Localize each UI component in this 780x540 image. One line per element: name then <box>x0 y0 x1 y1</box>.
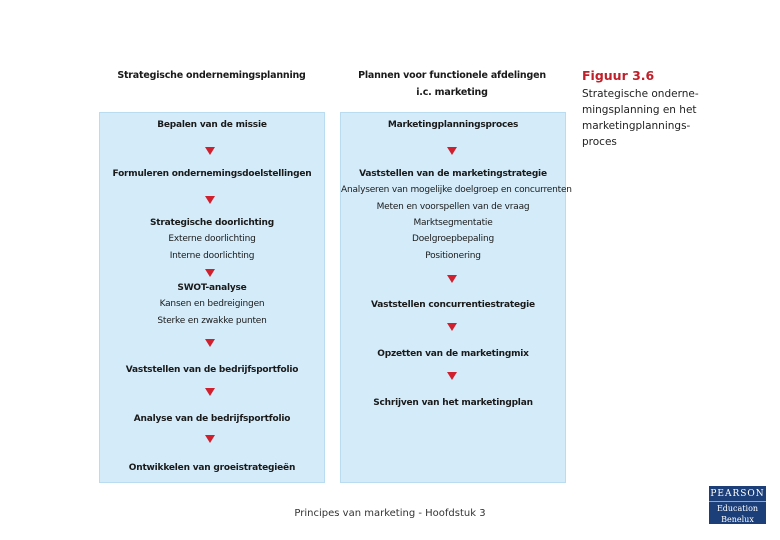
left-arrow-5 <box>205 388 215 396</box>
left-step-4-sub-1: Kansen en bedreigingen <box>159 299 265 309</box>
right-step-4: Opzetten van de marketingmix <box>377 349 529 359</box>
right-step-2-sub-2: Meten en voorspellen van de vraag <box>376 202 530 212</box>
logo-brand: PEARSON <box>709 486 766 502</box>
right-arrow-4 <box>447 372 457 380</box>
left-step-7: Ontwikkelen van groeistrategieën <box>128 463 296 473</box>
right-step-1: Marketingplanningsproces <box>387 120 519 130</box>
left-column-header: Strategische ondernemingsplanning <box>117 70 306 81</box>
right-step-2-sub-3: Marktsegmentatie <box>413 218 493 228</box>
right-step-3: Vaststellen concurrentiestrategie <box>371 300 535 310</box>
left-step-1: Bepalen van de missie <box>157 120 267 130</box>
right-arrow-1 <box>447 147 457 155</box>
left-step-2: Formuleren ondernemingsdoelstellingen <box>112 169 312 179</box>
right-step-5: Schrijven van het marketingplan <box>373 398 533 408</box>
left-arrow-3 <box>205 269 215 277</box>
left-step-4-sub-2: Sterke en zwakke punten <box>157 316 267 326</box>
left-step-3: Strategische doorlichting <box>150 218 274 228</box>
left-step-3-sub-1: Externe doorlichting <box>168 234 256 244</box>
right-step-2-sub-4: Doelgroepbepaling <box>412 234 494 244</box>
right-column-header: Plannen voor functionele afdelingen <box>358 70 546 81</box>
left-step-3-sub-2: Interne doorlichting <box>169 251 255 261</box>
right-arrow-3 <box>447 323 457 331</box>
footer-text: Principes van marketing - Hoofdstuk 3 <box>294 508 486 519</box>
logo-line-2: Benelux <box>721 515 754 524</box>
left-step-4: SWOT-analyse <box>177 283 247 293</box>
right-column-subheader: i.c. marketing <box>416 87 488 98</box>
right-step-2: Vaststellen van de marketingstrategie <box>359 169 547 179</box>
left-step-5: Vaststellen van de bedrijfsportfolio <box>125 365 299 375</box>
right-step-2-sub-1: Analyseren van mogelijke doelgroep en concurrenten <box>341 185 572 195</box>
right-flow-panel <box>340 112 572 483</box>
left-arrow-2 <box>205 196 215 204</box>
right-step-2-sub-5: Positionering <box>425 251 481 261</box>
left-arrow-4 <box>205 339 215 347</box>
logo-line-1: Education <box>716 504 759 513</box>
left-step-6: Analyse van de bedrijfsportfolio <box>133 414 291 424</box>
left-arrow-6 <box>205 435 215 443</box>
figure-caption: Strategische onderne-mingsplanning en het marketingplannings-proces <box>582 88 699 148</box>
right-arrow-2 <box>447 275 457 283</box>
figure-title: Figuur 3.6 <box>582 68 655 83</box>
left-arrow-1 <box>205 147 215 155</box>
pearson-logo <box>709 486 766 524</box>
left-flow-panel <box>99 112 325 483</box>
